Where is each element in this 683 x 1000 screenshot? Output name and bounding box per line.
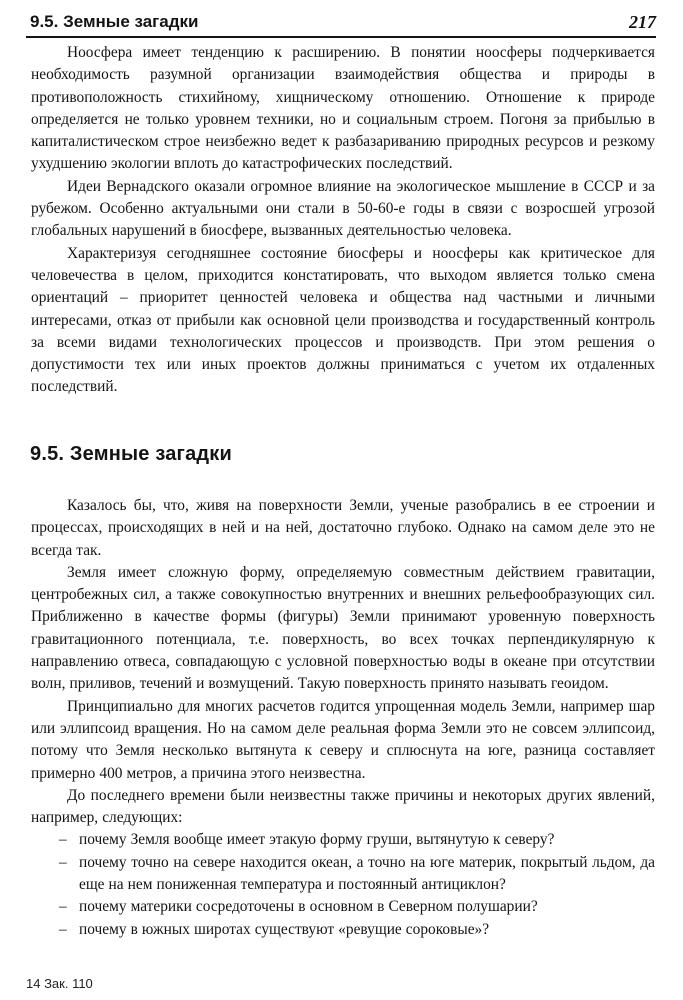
paragraph-earth-shape: Земля имеет сложную форму, определяемую совместным действием гравитации, центробежных сил, а также совокупностью внутренних и внешних рельефообразующих сил. Приближенно в качестве формы (фигуры) Земли принимают уровенную поверхность гравитационного потенциала, т.е. поверхность, во всех точках перпендикулярную к направлению отвеса, совпадающую с условной поверхностью воды в океане при отсутствии волн, приливов, течений и возмущений. Такую поверхность принято называть геоидом. [31,563,655,693]
running-head [26,11,656,35]
paragraph-model: Принципиально для многих расчетов годится упрощенная модель Земли, например шар или эллипсоид вращения. Но на самом деле реальная форма Земли это не совсем эллипсоид, потому что Земля несколько вытянута к северу и сплюснута на юге, разница составляет примерно 400 метров, а причина этого неизвестна. [31,697,655,782]
section-heading: 9.5. Земные загадки [30,443,232,465]
running-head-rule [26,36,656,38]
text-block-before-section [31,42,655,399]
list-item [31,829,655,851]
dash-marker: – [59,920,67,938]
paragraph-vernadsky: Идеи Вернадского оказали огромное влияние на экологическое мышление в СССР и за рубежом. Особенно актуальными они стали в 50-60-е годы в связи с возросшей угрозой глобальных нарушений в биосфере, вызванных деятельностью человека. [31,177,655,240]
paragraph-unknown-causes: До последнего времени были неизвестны также причины и некоторых других явлений, например, следующих: [31,786,655,827]
paragraph-biosphere-state: Характеризуя сегодняшнее состояние биосферы и ноосферы как критическое для человечества в целом, приходится констатировать, что выходом является только смена ориентаций – приоритет ценностей человека и общества над частными и личными интересами, отказ от прибыли как основной цели производства и государственный контроль за всеми видами технологических процессов и производств. При этом решения о допустимости тех или иных проектов должны приниматься с учетом их отдаленных последствий. [31,244,655,396]
list-item-text: почему Земля вообще имеет этакую форму груши, вытянутую к северу? [79,831,555,849]
list-item-text: почему в южных широтах существуют «ревущие сороковые»? [79,920,490,938]
list-item [31,919,655,941]
paragraph-intro: Казалось бы, что, живя на поверхности Земли, ученые разобрались в ее строении и процессах, происходящих в ней и на ней, достаточно глубоко. Однако на самом деле это не всегда так. [31,497,655,559]
paragraph-noosphere: Ноосфера имеет тенденцию к расширению. В понятии ноосферы подчеркивается необходимость разумной организации взаимодействия общества и природы в противоположность стихийному, хищническому отношению. Отношение к природе определяется не только уровнем техники, но и социальным строем. Погоня за прибылью в капиталистическом строе неизбежно ведет к разбазариванию природных ресурсов и резкому ухудшению экологии вплоть до катастрофических последствий. [31,44,655,173]
page-number: 217 [629,12,656,32]
dash-marker: – [59,853,67,871]
dash-marker: – [59,898,67,916]
list-item-text: почему материки сосредоточены в основном в Северном полушарии? [79,898,538,916]
printer-signature: 14 Зак. 110 [26,976,93,991]
question-list [31,829,655,940]
list-item [31,852,655,897]
dash-marker: – [59,831,67,849]
section-text-block [31,495,655,941]
list-item [31,896,655,918]
list-item-text: почему точно на севере находится океан, а точно на юге материк, покрытый льдом, да еще на нем пониженная температура и постоянный антициклон? [79,853,655,894]
running-head-title: 9.5. Земные загадки [30,12,199,31]
